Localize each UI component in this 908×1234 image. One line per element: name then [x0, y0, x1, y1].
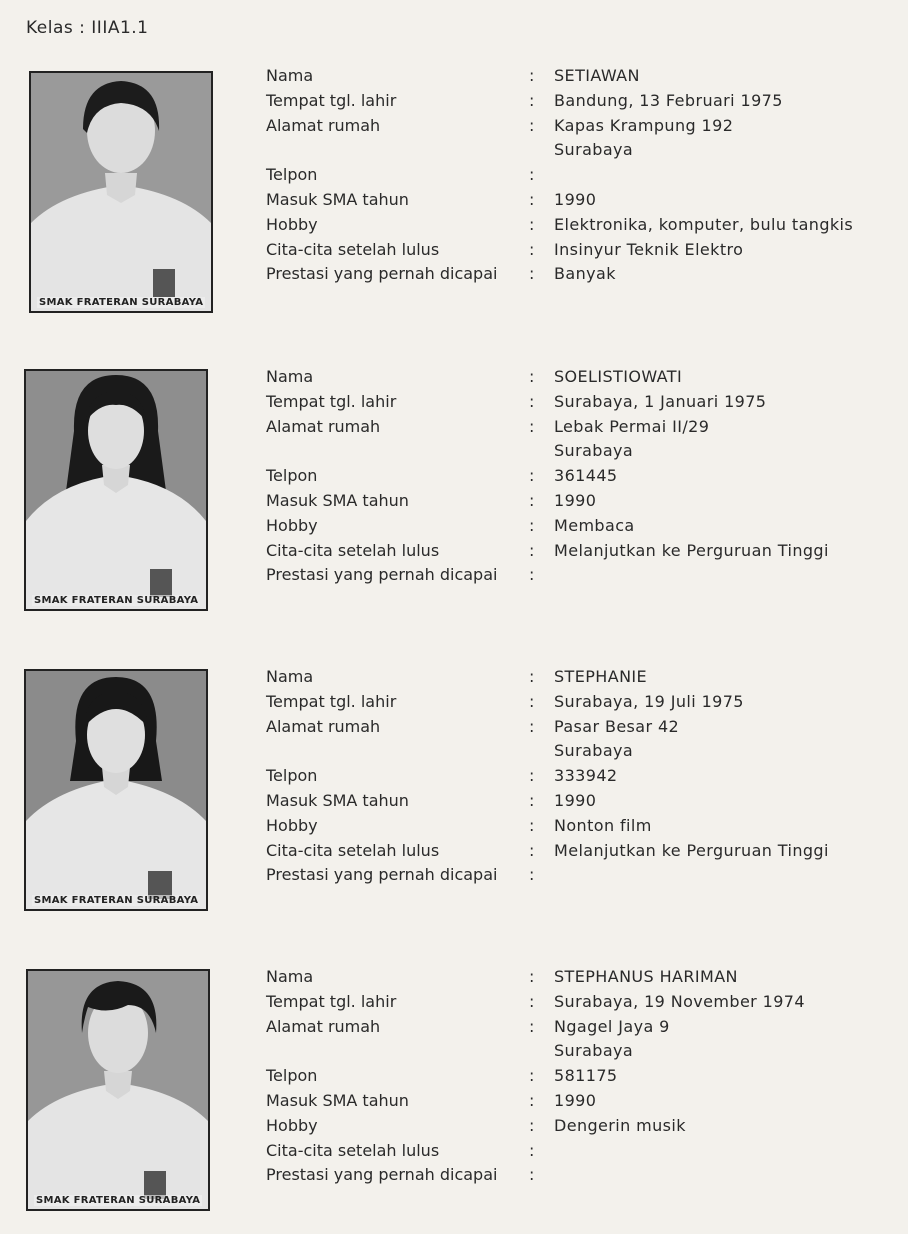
field-label-cita: Cita-cita setelah lulus	[266, 540, 440, 560]
field-value-alamat-1: Ngagel Jaya 9	[554, 1016, 670, 1036]
colon: :	[529, 865, 535, 885]
colon: :	[529, 165, 535, 185]
colon: :	[529, 115, 535, 135]
colon: :	[529, 667, 535, 686]
student-photo	[24, 669, 208, 911]
colon: :	[529, 1090, 535, 1110]
field-label-ttl: Tempat tgl. lahir	[266, 90, 397, 110]
field-label-nama: Nama	[266, 967, 314, 986]
field-label-prestasi: Prestasi yang pernah dicapai	[266, 565, 498, 585]
student-entry	[0, 66, 908, 316]
colon: :	[529, 466, 535, 486]
field-label-masuk: Masuk SMA tahun	[266, 790, 409, 810]
colon: :	[529, 490, 535, 510]
photo-stamp: SMAK FRATERAN SURABAYA	[34, 595, 199, 606]
colon: :	[529, 766, 535, 786]
field-value-nama: SOELISTIOWATI	[554, 367, 683, 386]
field-value-nama: STEPHANIE	[554, 667, 648, 686]
colon: :	[529, 991, 535, 1011]
field-value-ttl: Surabaya, 1 Januari 1975	[554, 391, 767, 411]
colon: :	[529, 790, 535, 810]
field-value-cita: Melanjutkan ke Perguruan Tinggi	[554, 840, 829, 860]
field-label-masuk: Masuk SMA tahun	[266, 1090, 409, 1110]
portrait-figure	[28, 971, 208, 1209]
field-value-telpon: 333942	[554, 766, 618, 786]
field-label-telpon: Telpon	[266, 1066, 318, 1086]
field-label-telpon: Telpon	[266, 766, 318, 786]
field-label-ttl: Tempat tgl. lahir	[266, 691, 397, 711]
field-value-alamat-1: Kapas Krampung 192	[554, 115, 734, 135]
field-label-cita: Cita-cita setelah lulus	[266, 239, 440, 259]
student-photo	[29, 71, 213, 313]
portrait-figure	[26, 371, 206, 609]
colon: :	[529, 66, 535, 85]
student-entry	[0, 667, 908, 917]
field-value-masuk: 1990	[554, 189, 597, 209]
colon: :	[529, 189, 535, 209]
colon: :	[529, 691, 535, 711]
field-value-masuk: 1990	[554, 790, 597, 810]
field-value-masuk: 1990	[554, 490, 597, 510]
field-label-telpon: Telpon	[266, 165, 318, 185]
field-label-telpon: Telpon	[266, 466, 318, 486]
colon: :	[529, 565, 535, 585]
colon: :	[529, 391, 535, 411]
field-value-masuk: 1990	[554, 1090, 597, 1110]
portrait-figure	[31, 73, 211, 311]
colon: :	[529, 367, 535, 386]
colon: :	[529, 540, 535, 560]
colon: :	[529, 416, 535, 436]
field-value-alamat-1: Lebak Permai II/29	[554, 416, 710, 436]
field-label-hobby: Hobby	[266, 815, 318, 835]
field-value-alamat-1: Pasar Besar 42	[554, 716, 680, 736]
class-label: Kelas : IIIA1.1	[26, 18, 149, 38]
field-value-alamat-2: Surabaya	[554, 741, 634, 761]
colon: :	[529, 840, 535, 860]
field-label-alamat: Alamat rumah	[266, 1016, 381, 1036]
field-value-hobby: Membaca	[554, 515, 635, 535]
field-value-ttl: Surabaya, 19 November 1974	[554, 991, 805, 1011]
colon: :	[529, 90, 535, 110]
field-value-prestasi: Banyak	[554, 264, 616, 284]
field-label-alamat: Alamat rumah	[266, 716, 381, 736]
field-label-alamat: Alamat rumah	[266, 115, 381, 135]
field-value-ttl: Bandung, 13 Februari 1975	[554, 90, 783, 110]
field-label-ttl: Tempat tgl. lahir	[266, 991, 397, 1011]
field-value-alamat-2: Surabaya	[554, 441, 634, 461]
colon: :	[529, 815, 535, 835]
field-label-cita: Cita-cita setelah lulus	[266, 1140, 440, 1160]
colon: :	[529, 264, 535, 284]
field-label-nama: Nama	[266, 66, 314, 85]
colon: :	[529, 515, 535, 535]
field-value-hobby: Dengerin musik	[554, 1115, 686, 1135]
field-label-nama: Nama	[266, 667, 314, 686]
student-entry	[0, 967, 908, 1217]
field-value-alamat-2: Surabaya	[554, 1041, 634, 1061]
field-value-hobby: Nonton film	[554, 815, 652, 835]
photo-stamp: SMAK FRATERAN SURABAYA	[36, 1195, 201, 1206]
colon: :	[529, 1016, 535, 1036]
field-label-hobby: Hobby	[266, 214, 318, 234]
student-entry	[0, 367, 908, 617]
field-value-telpon: 361445	[554, 466, 618, 486]
photo-stamp: SMAK FRATERAN SURABAYA	[39, 297, 204, 308]
colon: :	[529, 1140, 535, 1160]
field-value-nama: STEPHANUS HARIMAN	[554, 967, 738, 986]
field-label-prestasi: Prestasi yang pernah dicapai	[266, 1165, 498, 1185]
colon: :	[529, 1066, 535, 1086]
field-label-prestasi: Prestasi yang pernah dicapai	[266, 865, 498, 885]
colon: :	[529, 214, 535, 234]
photo-stamp: SMAK FRATERAN SURABAYA	[34, 895, 199, 906]
portrait-figure	[26, 671, 206, 909]
colon: :	[529, 967, 535, 986]
field-label-nama: Nama	[266, 367, 314, 386]
field-label-cita: Cita-cita setelah lulus	[266, 840, 440, 860]
field-value-telpon: 581175	[554, 1066, 618, 1086]
field-value-alamat-2: Surabaya	[554, 140, 634, 160]
field-label-prestasi: Prestasi yang pernah dicapai	[266, 264, 498, 284]
field-value-cita: Insinyur Teknik Elektro	[554, 239, 744, 259]
field-label-alamat: Alamat rumah	[266, 416, 381, 436]
colon: :	[529, 239, 535, 259]
colon: :	[529, 1165, 535, 1185]
field-value-ttl: Surabaya, 19 Juli 1975	[554, 691, 744, 711]
field-label-hobby: Hobby	[266, 1115, 318, 1135]
field-value-hobby: Elektronika, komputer, bulu tangkis	[554, 214, 854, 234]
field-value-cita: Melanjutkan ke Perguruan Tinggi	[554, 540, 829, 560]
colon: :	[529, 716, 535, 736]
field-label-hobby: Hobby	[266, 515, 318, 535]
field-label-masuk: Masuk SMA tahun	[266, 189, 409, 209]
colon: :	[529, 1115, 535, 1135]
student-photo	[24, 369, 208, 611]
student-photo	[26, 969, 210, 1211]
field-value-nama: SETIAWAN	[554, 66, 640, 85]
field-label-ttl: Tempat tgl. lahir	[266, 391, 397, 411]
field-label-masuk: Masuk SMA tahun	[266, 490, 409, 510]
